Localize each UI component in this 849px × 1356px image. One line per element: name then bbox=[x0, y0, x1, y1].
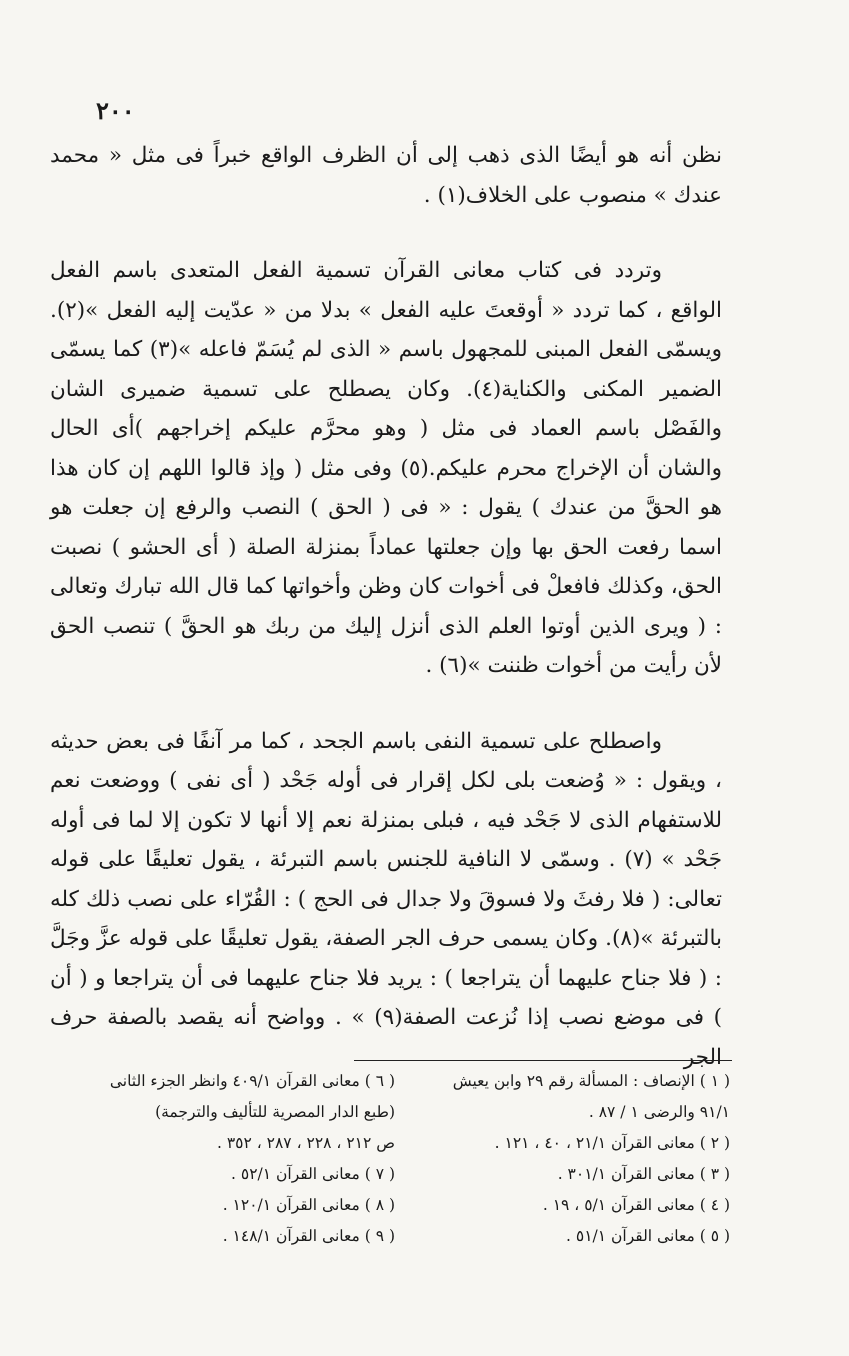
footnote-line: ( ٧ ) معانى القرآن ٥٢/١ . bbox=[231, 1165, 395, 1183]
paragraph-1: نظن أنه هو أيضًا الذى ذهب إلى أن الظرف الواقع خبراً فى مثل « محمد عندك » منصوب على الخلاف(١) . bbox=[50, 143, 722, 208]
footnote-line: ص ٢١٢ ، ٢٢٨ ، ٢٨٧ ، ٣٥٢ . bbox=[216, 1134, 395, 1152]
paragraph-gap bbox=[50, 686, 722, 722]
footnotes-right-column bbox=[415, 1066, 730, 1252]
paragraph-2: وتردد فى كتاب معانى القرآن تسمية الفعل المتعدى باسم الفعل الواقع ، كما تردد « أوقعتَ عليه الفعل » بدلا من « عدّيت إليه الفعل »(٢). ويسمّى الفعل المبنى للمجهول باسم « الذى لم يُسَمّ فاعله »(٣) كما يسمّى الضمير المكنى والكناية(٤). وكان يصطلح على تسمية ضميرى الشان والفَصْل باسم العماد فى مثل ( وهو محرَّم عليكم إخراجهم )أى الحال والشان أن الإخراج محرم عليكم.(٥) وفى مثل ( وإذ قالوا اللهم إن كان هذا هو الحقَّ من عندك ) يقول : « فى ( الحق ) النصب والرفع إن جعلت هو اسما رفعت الحق بها وإن جعلتها عماداً بمنزلة الصلة ( أى الحشو ) نصبت الحق، وكذلك فافعلْ فى أخوات كان وظن وأخواتها كما قال الله تبارك وتعالى : ( ويرى الذين أوتوا العلم الذى أنزل إليك من ربك هو الحقَّ ) تنصب الحق لأن رأيت من أخوات ظننت »(٦) . bbox=[50, 258, 722, 678]
footnote-line: ٩١/١ والرضى ١ / ٨٧ . bbox=[588, 1103, 730, 1121]
footnote-line: ( ٢ ) معانى القرآن ٢١/١ ، ٤٠ ، ١٢١ . bbox=[494, 1134, 730, 1152]
footnotes bbox=[90, 1066, 730, 1252]
footnote-divider bbox=[354, 1060, 732, 1061]
footnote-line: (طبع الدار المصرية للتأليف والترجمة) bbox=[155, 1103, 395, 1121]
page-number: ٢٠٠ bbox=[96, 96, 135, 125]
footnote-line: ( ٨ ) معانى القرآن ١٢٠/١ . bbox=[222, 1196, 395, 1214]
body-text bbox=[50, 136, 722, 1077]
footnote-line: ( ٩ ) معانى القرآن ١٤٨/١ . bbox=[222, 1227, 395, 1245]
paragraph-gap bbox=[50, 215, 722, 251]
footnote-line: ( ٥ ) معانى القرآن ٥١/١ . bbox=[566, 1227, 730, 1245]
paragraph-3: واصطلح على تسمية النفى باسم الجحد ، كما مر آنفًا فى بعض حديثه ، ويقول : « وُضعت بلى لكل إقرار فى أوله جَحْد ( أى نفى ) ووضعت نعم للاستفهام الذى لا جَحْد فيه ، فبلى بمنزلة نعم إلا أنها لا تكون إلا لما فى أوله جَحْد » (٧) . وسمّى لا النافية للجنس باسم التبرئة ، يقول تعليقًا على قوله تعالى: ( فلا رفثَ ولا فسوقَ ولا جدال فى الحج ) : القُرّاء على نصب ذلك كله بالتبرئة »(٨). وكان يسمى حرف الجر الصفة، يقول تعليقًا على قوله عزَّ وجَلَّ : ( فلا جناح عليهما أن يتراجعا ) : يريد فلا جناح عليهما فى أن يتراجعا و ( أن ) فى موضع نصب إذا نُزعت الصفة(٩) » . وواضح أنه يقصد بالصفة حرف الجر bbox=[50, 728, 723, 1070]
footnote-line: ( ٤ ) معانى القرآن ٥/١ ، ١٩ . bbox=[542, 1196, 730, 1214]
footnote-line: ( ٦ ) معانى القرآن ٤٠٩/١ وانظر الجزء الثانى bbox=[109, 1072, 395, 1090]
footnote-line: ( ٣ ) معانى القرآن ٣٠١/١ . bbox=[557, 1165, 730, 1183]
footnote-line: ( ١ ) الإنصاف : المسألة رقم ٢٩ وابن يعيش bbox=[452, 1072, 730, 1090]
footnotes-left-column bbox=[90, 1066, 395, 1252]
